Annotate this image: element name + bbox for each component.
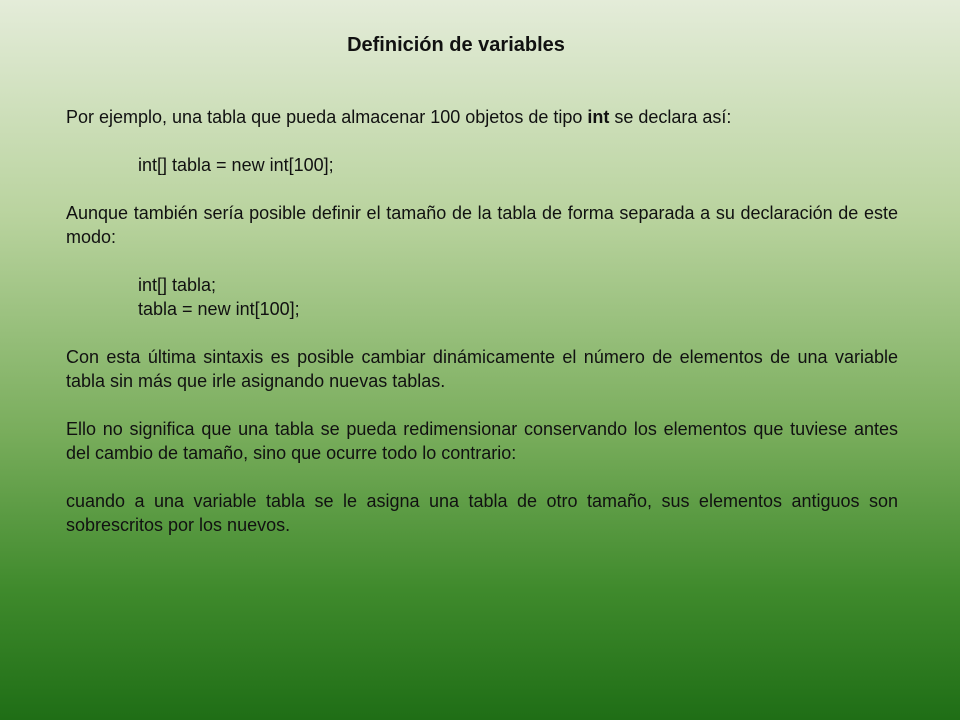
code-line-declare: int[] tabla;	[138, 275, 217, 295]
intro-paragraph	[66, 105, 898, 129]
dynamic-resize-paragraph: Con esta última sintaxis es posible cambiar dinámicamente el número de elementos de una variable tabla sin más que irle asignando nuevas tablas.	[66, 347, 898, 391]
spacer	[66, 465, 898, 489]
code-line-assign: tabla = new int[100];	[138, 299, 300, 319]
code-line-declaration: int[] tabla = new int[100];	[138, 155, 334, 175]
slide-title: Definición de variables	[347, 34, 565, 56]
int-keyword: int	[587, 107, 610, 127]
slide-body	[66, 105, 898, 537]
spacer	[66, 249, 898, 273]
no-redimension-paragraph: Ello no significa que una tabla se pueda redimensionar conservando los elementos que tuviese antes del cambio de tamaño, sino que ocurre todo lo contrario:	[66, 419, 898, 463]
intro-text-after: se declara así:	[609, 107, 732, 127]
spacer	[66, 129, 898, 153]
separate-size-paragraph: Aunque también sería posible definir el tamaño de la tabla de forma separada a su declaración de este modo:	[66, 203, 898, 247]
spacer	[66, 177, 898, 201]
overwrite-paragraph: cuando a una variable tabla se le asigna una tabla de otro tamaño, sus elementos antiguos son sobrescritos por los nuevos.	[66, 491, 898, 535]
spacer	[66, 393, 898, 417]
intro-text-before: Por ejemplo, una tabla que pueda almacenar 100 objetos de tipo	[66, 107, 588, 127]
spacer	[66, 321, 898, 345]
